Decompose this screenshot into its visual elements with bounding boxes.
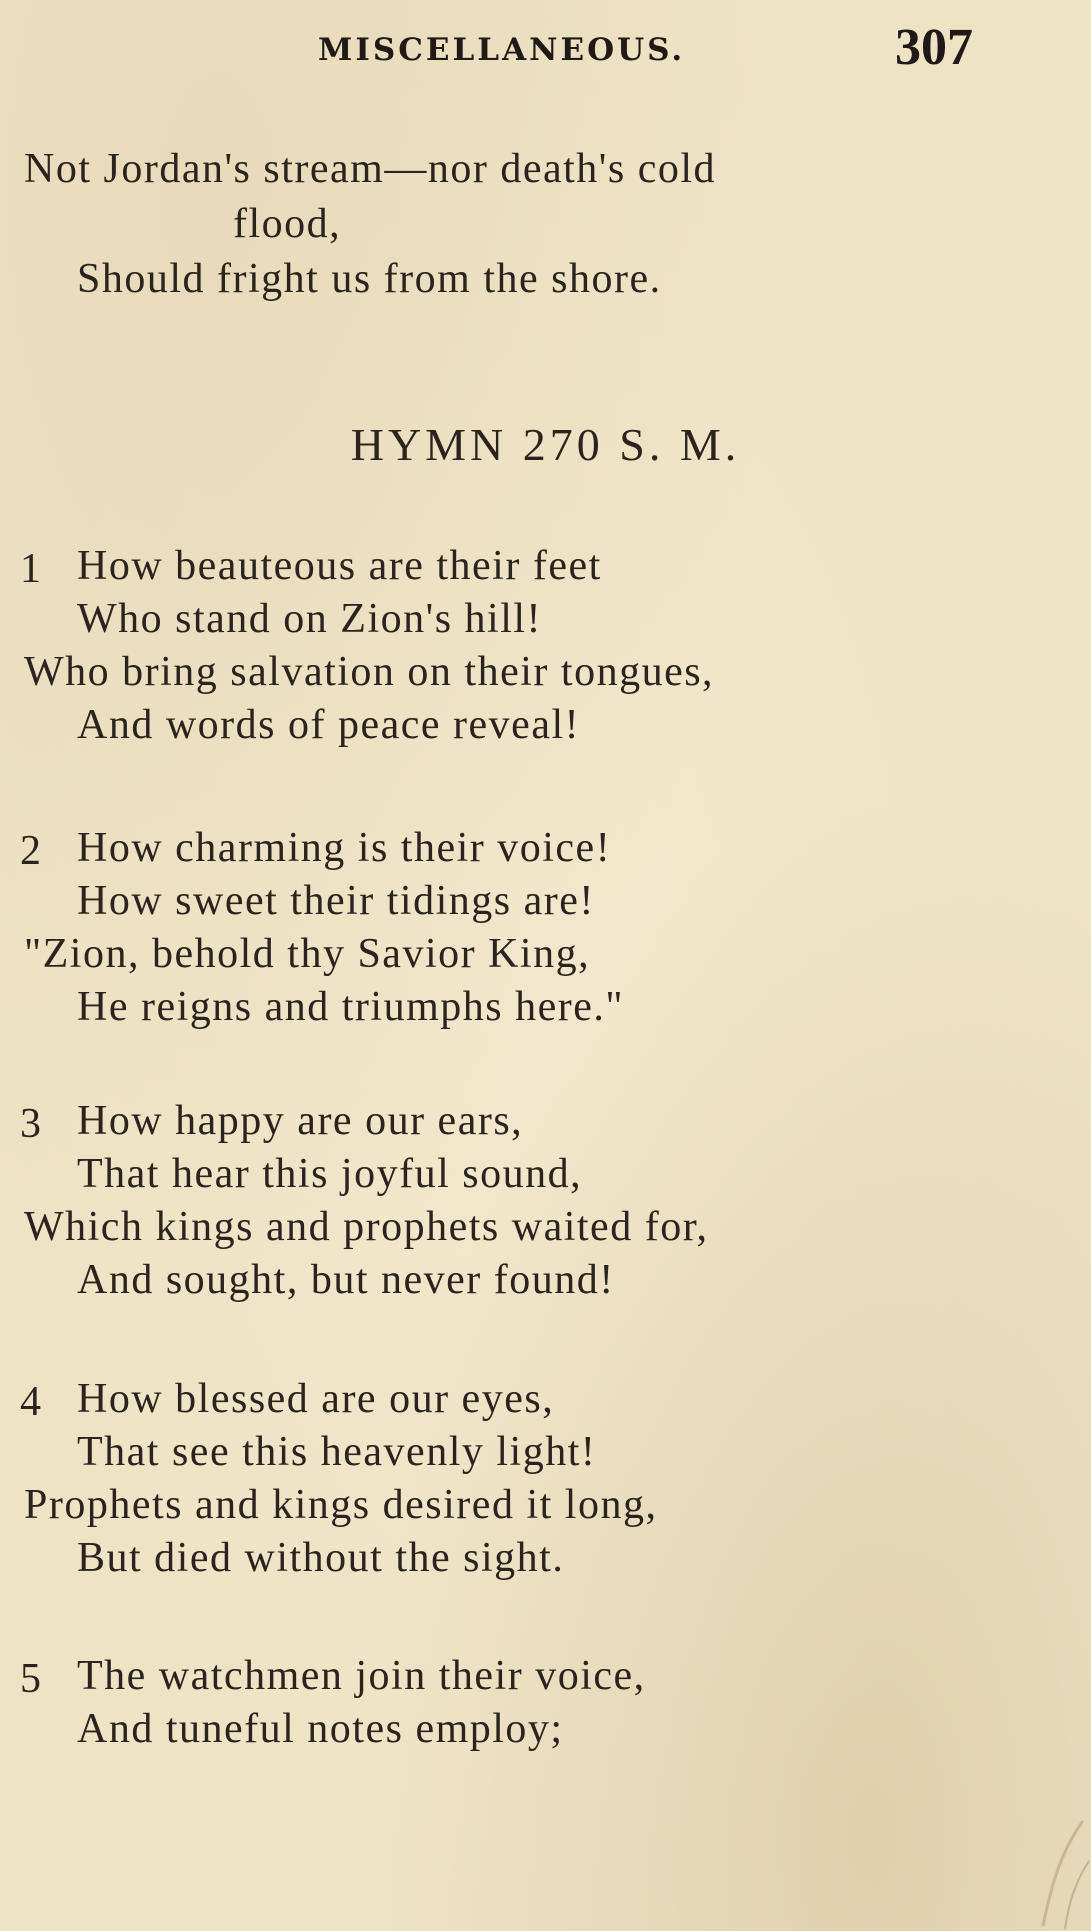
verse-line: He reigns and triumphs here.": [77, 984, 625, 1030]
stanza-line: Should fright us from the shore.: [77, 256, 662, 302]
verse-number: 4: [20, 1379, 41, 1425]
hymn-title: HYMN 270 S. M.: [350, 419, 741, 470]
verse-line: How happy are our ears,: [77, 1098, 524, 1144]
verse-line: And sought, but never found!: [77, 1257, 615, 1303]
verse-line: "Zion, behold thy Savior King,: [24, 931, 591, 977]
verse-number: 2: [20, 828, 41, 874]
page-number: 307: [895, 19, 973, 76]
verse-line: And words of peace reveal!: [77, 702, 581, 748]
verse-line: That hear this joyful sound,: [77, 1151, 583, 1197]
verse-number: 5: [20, 1656, 41, 1702]
verse-line: Prophets and kings desired it long,: [24, 1482, 658, 1528]
verse-line: But died without the sight.: [77, 1535, 565, 1581]
verse-line: How beauteous are their feet: [77, 543, 602, 589]
verse-line: Who bring salvation on their tongues,: [24, 649, 715, 695]
verse-line: How charming is their voice!: [77, 825, 612, 871]
running-title: MISCELLANEOUS.: [318, 32, 686, 68]
verse-line: How sweet their tidings are!: [77, 878, 595, 924]
verse-line: That see this heavenly light!: [77, 1429, 597, 1475]
running-head: [0, 18, 1091, 78]
verse-line: Who stand on Zion's hill!: [77, 596, 543, 642]
verse-number: 1: [20, 546, 41, 592]
verse-number: 3: [20, 1101, 41, 1147]
verse-line: Which kings and prophets waited for,: [24, 1204, 709, 1250]
verse-line: How blessed are our eyes,: [77, 1376, 555, 1422]
stanza-line: Not Jordan's stream—nor death's cold: [24, 146, 716, 192]
verse-line: And tuneful notes employ;: [77, 1706, 564, 1752]
page-corner-stain: [1021, 1791, 1091, 1931]
verse-line: The watchmen join their voice,: [77, 1653, 646, 1699]
stanza-line: flood,: [233, 201, 342, 247]
